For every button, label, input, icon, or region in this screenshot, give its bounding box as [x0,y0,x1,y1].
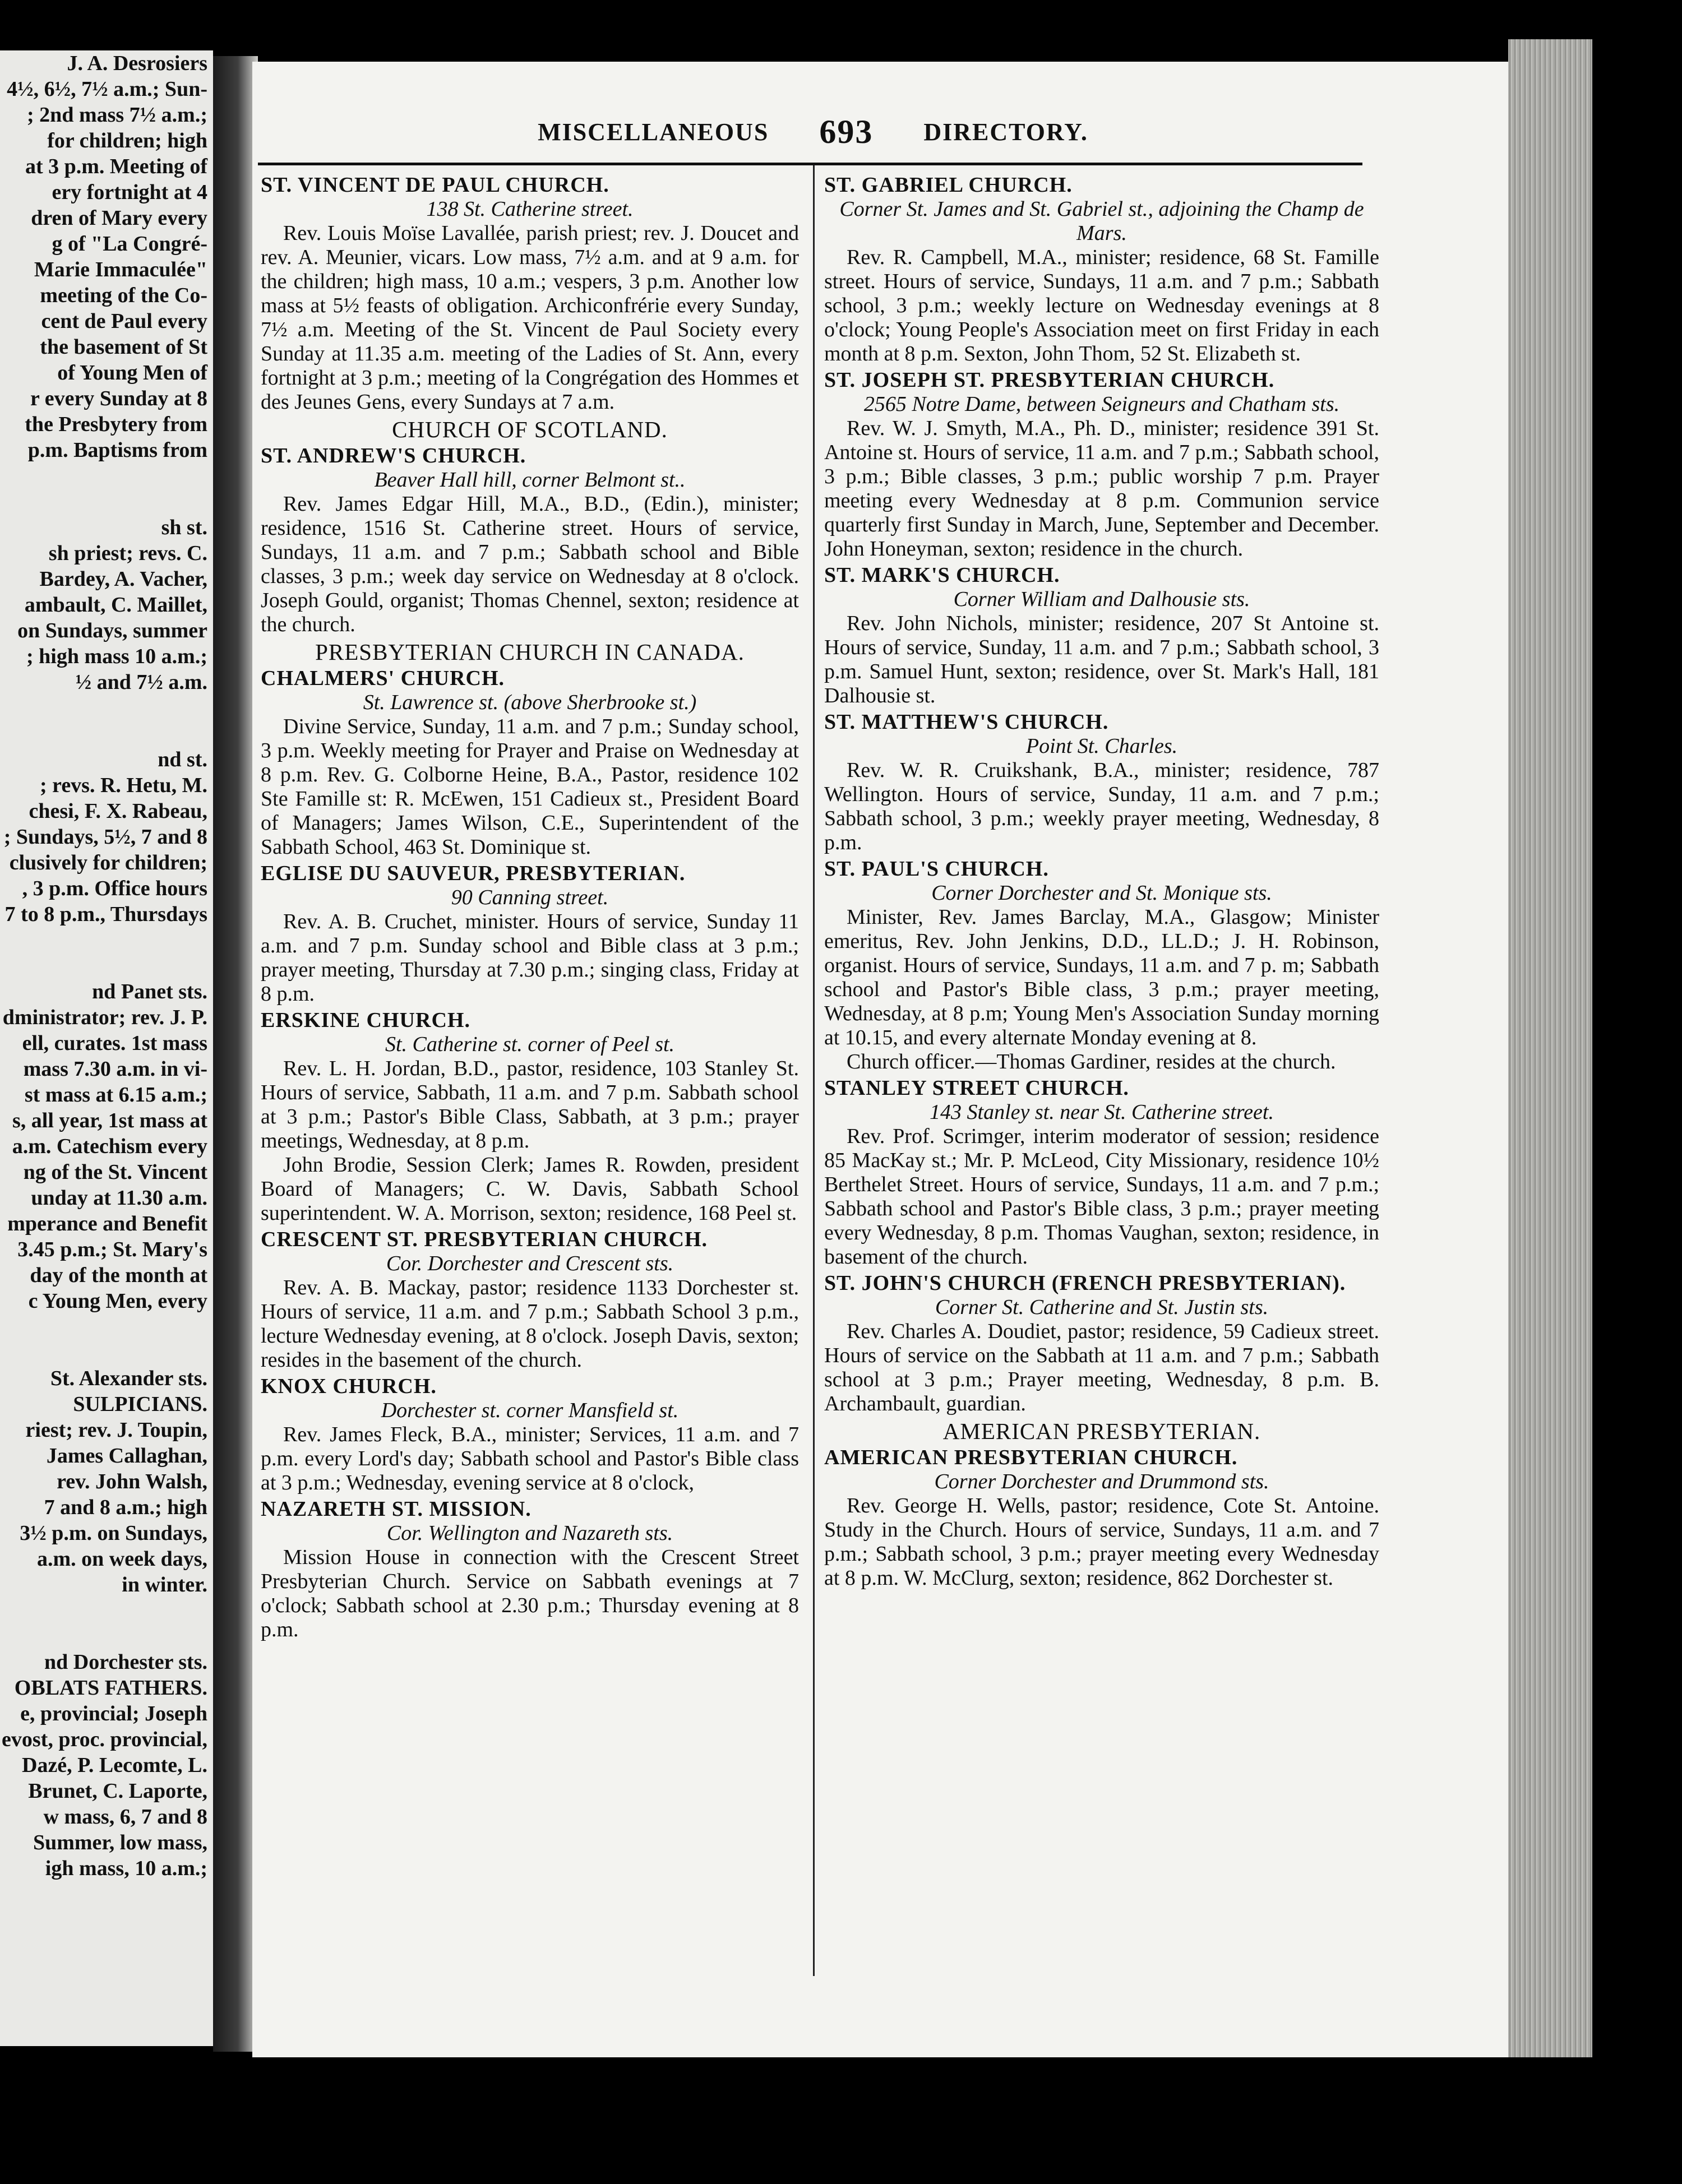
facing-page-line [0,721,207,747]
facing-page-line: of Young Men of [57,361,207,385]
church-address: Corner William and Dalhousie sts. [953,587,1250,611]
church-address: Corner St. Catherine and St. Justin sts. [935,1295,1269,1319]
facing-page-line: p.m. Baptisms from [27,438,207,462]
facing-page-line: ell, curates. 1st mass [22,1031,207,1055]
church-address: St. Lawrence st. (above Sherbrooke st.) [363,691,697,714]
church-name: ST. JOHN'S CHURCH (FRENCH PRESBYTERIAN). [824,1271,1346,1295]
facing-page-line: OBLATS FATHERS. [14,1676,207,1700]
entry-text: Rev. A. B. Cruchet, minister. Hours of service, Sunday 11 a.m. and 7 p.m. Sunday school and Bible class at 3 p.m.; prayer meeting, Thursday at 7.30 p.m.; singing class, Friday at 8 p.m. [261,910,799,1006]
facing-page-line [0,953,207,979]
facing-page-line: for children; high [47,129,207,152]
facing-page-line: ; 2nd mass 7½ a.m.; [27,103,207,127]
facing-page-line: the basement of St [40,335,207,359]
facing-page-line [0,463,207,489]
entry-text: Rev. Prof. Scrimger, interim moderator of session; residence 85 MacKay st.; Mr. P. McLeod, City Missionary, residence 10½ Berthelet Street. Hours of service, Sundays, 11 a.m. and 7 p.m.; Sabbath school and Pastor's Bible class, 3 p.m.; prayer meeting every Wednesday, 8 p.m. Thomas Vaughan, sexton; residence, in basement of the church. [824,1125,1379,1269]
facing-page-line: chesi, F. X. Rabeau, [29,799,207,823]
entry-text: Rev. John Nichols, minister; residence, 207 St Antoine st. Hours of service, Sunday, 11 a.m. and 7 p.m.; Sabbath school, 3 p.m. Samuel Hunt, sexton; residence, over St. Mark's Hall, 181 Dalhousie st. [824,612,1379,707]
church-address: St. Catherine st. corner of Peel st. [385,1033,675,1056]
facing-page-line: ambault, C. Maillet, [24,593,207,617]
church-name: ST. ANDREW'S CHURCH. [261,444,526,468]
facing-page-line: in winter. [122,1573,207,1597]
facing-page-line: sh priest; revs. C. [48,542,207,565]
entry-text: Minister, Rev. James Barclay, M.A., Glasgow; Minister emeritus, Rev. John Jenkins, D.D., LL.D.; J. H. Robinson, organist. Hours of service, Sundays, 11 a.m. and 7 p. m; Sabbath school and Pastor's Bible class, 3 p.m.; prayer meeting, Wednesday, at 8 p.m; Young Men's Association Sunday morning at 10.15, and every alternate Monday evening at 8. [824,905,1379,1049]
church-name: CRESCENT ST. PRESBYTERIAN CHURCH. [261,1228,708,1251]
entry-text: Rev. A. B. Mackay, pastor; residence 1133 Dorchester st. Hours of service, 11 a.m. and 7 p.m.; Sabbath School 3 p.m., lecture Wednesday evening, at 8 o'clock. Joseph Davis, sexton; resides in the basement of the church. [261,1276,799,1372]
left-column [261,171,799,1642]
facing-page-line: on Sundays, summer [17,619,207,642]
entry-text: Rev. Charles A. Doudiet, pastor; residence, 59 Cadieux street. Hours of service on the Sabbath at 11 a.m. and 7 p.m.; Sabbath school at 3 p.m.; Prayer meeting, Wednesday, 8 p.m. B. Archambault, guardian. [824,1320,1379,1415]
facing-page-line: mperance and Benefit [7,1212,207,1236]
facing-page-line: nd st. [158,748,207,771]
facing-page-fragment [0,50,213,2046]
church-name: ERSKINE CHURCH. [261,1008,470,1032]
facing-page-line [0,1598,207,1623]
facing-page-line: Brunet, C. Laporte, [28,1779,207,1803]
facing-page-line: Bardey, A. Vacher, [39,567,207,591]
church-address: 138 St. Catherine street. [426,197,634,221]
facing-page-line: s, all year, 1st mass at [12,1109,207,1132]
entry-text: Rev. James Edgar Hill, M.A., B.D., (Edin.), minister; residence, 1516 St. Catherine street. Hours of service, Sundays, 11 a.m. and 7 p.m.; Sabbath school and Bible classes, 3 p.m.; week day service on Wednesday at 8 o'clock. Joseph Gould, organist; Thomas Chennel, sexton; residence at the church. [261,492,799,636]
church-name: ST. VINCENT DE PAUL CHURCH. [261,173,609,197]
facing-page-line [0,1623,207,1649]
facing-page-line: mass 7.30 a.m. in vi- [23,1057,207,1081]
header-left: MISCELLANEOUS [538,118,769,146]
facing-page-line: rev. John Walsh, [57,1470,207,1493]
church-name: ST. MATTHEW'S CHURCH. [824,710,1109,734]
facing-page-line [0,1340,207,1366]
facing-page-line: SULPICIANS. [73,1392,207,1416]
facing-page-line: w mass, 6, 7 and 8 [43,1805,207,1829]
church-name: NAZARETH ST. MISSION. [261,1497,532,1521]
facing-page-line: r every Sunday at 8 [30,387,207,410]
facing-page-line: riest; rev. J. Toupin, [25,1418,207,1442]
church-name: ST. MARK'S CHURCH. [824,563,1060,587]
facing-page-line: 4½, 6½, 7½ a.m.; Sun- [7,77,207,101]
entry-text: John Brodie, Session Clerk; James R. Rowden, president Board of Managers; C. W. Davis, Sabbath School superintendent. W. A. Morrison, sexton; residence, 168 Peel st. [261,1153,799,1225]
facing-page-line: cent de Paul every [41,309,207,333]
header-right: DIRECTORY. [923,118,1088,146]
entry-text: Rev. James Fleck, B.A., minister; Services, 11 a.m. and 7 p.m. every Lord's day; Sabbath school and Pastor's Bible class at 3 p.m.; Wednesday, evening service at 8 o'clock, [261,1423,799,1494]
page-header [258,109,1368,154]
facing-page-line: ng of the St. Vincent [23,1160,207,1184]
facing-page-line: dministrator; rev. J. P. [2,1006,207,1029]
entry-text: Rev. Louis Moïse Lavallée, parish priest; rev. J. Doucet and rev. A. Meunier, vicars. Low mass, 7½ a.m. and at 9 a.m. for the children; high mass, 10 a.m.; vespers, 3 p.m. Another low mass at 5½ feasts of obligation. Archiconfrérie every Sunday, 7½ a.m. Meeting of the St. Vincent de Paul Society every Sunday at 11.35 a.m. meeting of the Ladies of St. Ann, every fortnight at 3 p.m.; meeting of la Congrégation des Hommes et des Jeunes Gens, every Sundays at 7 a.m. [261,221,799,414]
facing-page-line: ery fortnight at 4 [52,181,207,204]
section-heading: CHURCH OF SCOTLAND. [392,417,668,442]
church-name: ST. GABRIEL CHURCH. [824,173,1073,197]
entry-text: Rev. L. H. Jordan, B.D., pastor, residence, 103 Stanley St. Hours of service, Sabbath, 11 a.m. and 7 p.m. Sabbath school at 3 p.m.; Pastor's Bible Class, Sabbath, at 3 p.m.; prayer meetings, Wednesday, at 8 p.m. [261,1057,799,1153]
church-address: 2565 Notre Dame, between Seigneurs and Chatham sts. [863,392,1340,416]
church-address: Corner Dorchester and St. Monique sts. [931,881,1272,905]
page-number: 693 [819,113,874,150]
facing-page-line: 7 and 8 a.m.; high [44,1496,207,1519]
facing-page-line: a.m. on week days, [36,1547,207,1571]
facing-page-line: g of "La Congré- [52,232,207,256]
column-divider [813,165,815,1976]
entry-text: Rev. R. Campbell, M.A., minister; residence, 68 St. Famille street. Hours of service, Sundays, 11 a.m. and 7 p.m.; Sabbath school, 3 p.m.; weekly lecture on Wednesday evenings at 8 o'clock; Young People's Association meet on first Friday in each month at 8 p.m. Sexton, John Thom, 52 St. Elizabeth st. [824,246,1379,365]
facing-page-line [0,927,207,953]
church-name: STANLEY STREET CHURCH. [824,1076,1129,1100]
section-heading: AMERICAN PRESBYTERIAN. [942,1418,1261,1444]
facing-page-line: c Young Men, every [28,1289,207,1313]
facing-page-line: the Presbytery from [25,413,207,436]
church-address: Point St. Charles. [1025,734,1178,758]
entry-text: Rev. George H. Wells, pastor; residence, Cote St. Antoine. Study in the Church. Hours of service, Sundays, 11 a.m. and 7 p.m.; Sabbath school, 3 p.m.; prayer meeting every Wednesday at 8 p.m. W. McClurg, sexton; residence, 862 Dorchester st. [824,1494,1379,1590]
facing-page-line: Marie Immaculée" [34,258,207,281]
facing-page-line: nd Panet sts. [92,980,207,1003]
facing-page-line [0,489,207,515]
facing-page-line: nd Dorchester sts. [44,1650,207,1674]
facing-page-line: day of the month at [30,1264,207,1287]
page-edges [1508,39,1592,2057]
facing-page-line: dren of Mary every [31,206,207,230]
facing-page-line: a.m. Catechism every [12,1135,207,1158]
church-address: 90 Canning street. [451,886,609,909]
facing-page-line: evost, proc. provincial, [2,1728,207,1751]
church-name: CHALMERS' CHURCH. [261,667,505,690]
church-address: Corner St. James and St. Gabriel st., adjoining the Champ de Mars. [839,197,1364,245]
church-name: ST. JOSEPH ST. PRESBYTERIAN CHURCH. [824,368,1275,392]
right-column [824,171,1379,1590]
facing-page-line: 7 to 8 p.m., Thursdays [4,903,207,926]
church-name: EGLISE DU SAUVEUR, PRESBYTERIAN. [261,862,686,885]
facing-page-line: 3½ p.m. on Sundays, [20,1521,207,1545]
entry-text: Divine Service, Sunday, 11 a.m. and 7 p.m.; Sunday school, 3 p.m. Weekly meeting for Prayer and Praise on Wednesday at 8 p.m. Rev. G. Colborne Heine, B.A., Pastor, residence 102 Ste Famille st: R. McEwen, 151 Cadieux st., President Board of Managers; James Wilson, C.E., Superintendent of the Sabbath School, 463 St. Dominique st. [261,715,799,859]
facing-page-text [0,50,213,1881]
facing-page-line: ½ and 7½ a.m. [75,670,207,694]
facing-page-line: J. A. Desrosiers [67,52,207,75]
facing-page-line: ; revs. R. Hetu, M. [39,774,207,797]
facing-page-line [0,695,207,721]
facing-page-line: at 3 p.m. Meeting of [25,155,207,178]
church-address: Beaver Hall hill, corner Belmont st.. [374,468,686,492]
facing-page-line: st mass at 6.15 a.m.; [24,1083,207,1107]
facing-page-line: meeting of the Co- [40,284,207,307]
facing-page-line: sh st. [161,516,207,539]
header-rule [258,163,1362,165]
facing-page-line: clusively for children; [9,851,207,874]
facing-page-line: St. Alexander sts. [50,1367,207,1390]
facing-page-line: , 3 p.m. Office hours [22,877,207,900]
facing-page-line: 3.45 p.m.; St. Mary's [17,1238,207,1261]
facing-page-line: igh mass, 10 a.m.; [45,1857,207,1880]
facing-page-line: Dazé, P. Lecomte, L. [22,1753,207,1777]
entry-text: Mission House in connection with the Crescent Street Presbyterian Church. Service on Sabbath evenings at 7 o'clock; Sabbath school at 2.30 p.m.; Thursday evening at 8 p.m. [261,1546,799,1641]
church-name: KNOX CHURCH. [261,1375,437,1398]
facing-page-line: Summer, low mass, [33,1831,207,1854]
facing-page-line [0,1314,207,1340]
entry-text: Rev. W. R. Cruikshank, B.A., minister; residence, 787 Wellington. Hours of service, Sunday, 11 a.m. and 7 p.m.; Sabbath school, 3 p.m.; weekly prayer meeting, Wednesday, 8 p.m. [824,758,1379,854]
church-address: 143 Stanley st. near St. Catherine street. [930,1100,1274,1124]
entry-text: Rev. W. J. Smyth, M.A., Ph. D., minister; residence 391 St. Antoine st. Hours of service, 11 a.m. and 7 p.m.; Sabbath school, 3 p.m.; Bible classes, 3 p.m.; public worship 7 p.m. Prayer meeting every Wednesday at 8 p.m. Communion service quarterly first Sunday in March, June, September and December. John Honeyman, sexton; residence in the church. [824,417,1379,561]
facing-page-line: e, provincial; Joseph [20,1702,207,1725]
church-address: Cor. Dorchester and Crescent sts. [386,1252,674,1275]
entry-text: Church officer.—Thomas Gardiner, resides at the church. [847,1050,1336,1074]
church-name: ST. PAUL'S CHURCH. [824,857,1049,881]
facing-page-line: James Callaghan, [46,1444,207,1468]
church-address: Cor. Wellington and Nazareth sts. [386,1521,673,1545]
facing-page-line: unday at 11.30 a.m. [31,1186,207,1210]
section-heading: PRESBYTERIAN CHURCH IN CANADA. [315,639,745,665]
facing-page-line: ; high mass 10 a.m.; [26,645,207,668]
church-address: Corner Dorchester and Drummond sts. [934,1470,1269,1493]
church-address: Dorchester st. corner Mansfield st. [381,1399,679,1422]
book-gutter [213,56,258,2052]
church-name: AMERICAN PRESBYTERIAN CHURCH. [824,1446,1238,1469]
facing-page-line: ; Sundays, 5½, 7 and 8 [3,825,207,849]
